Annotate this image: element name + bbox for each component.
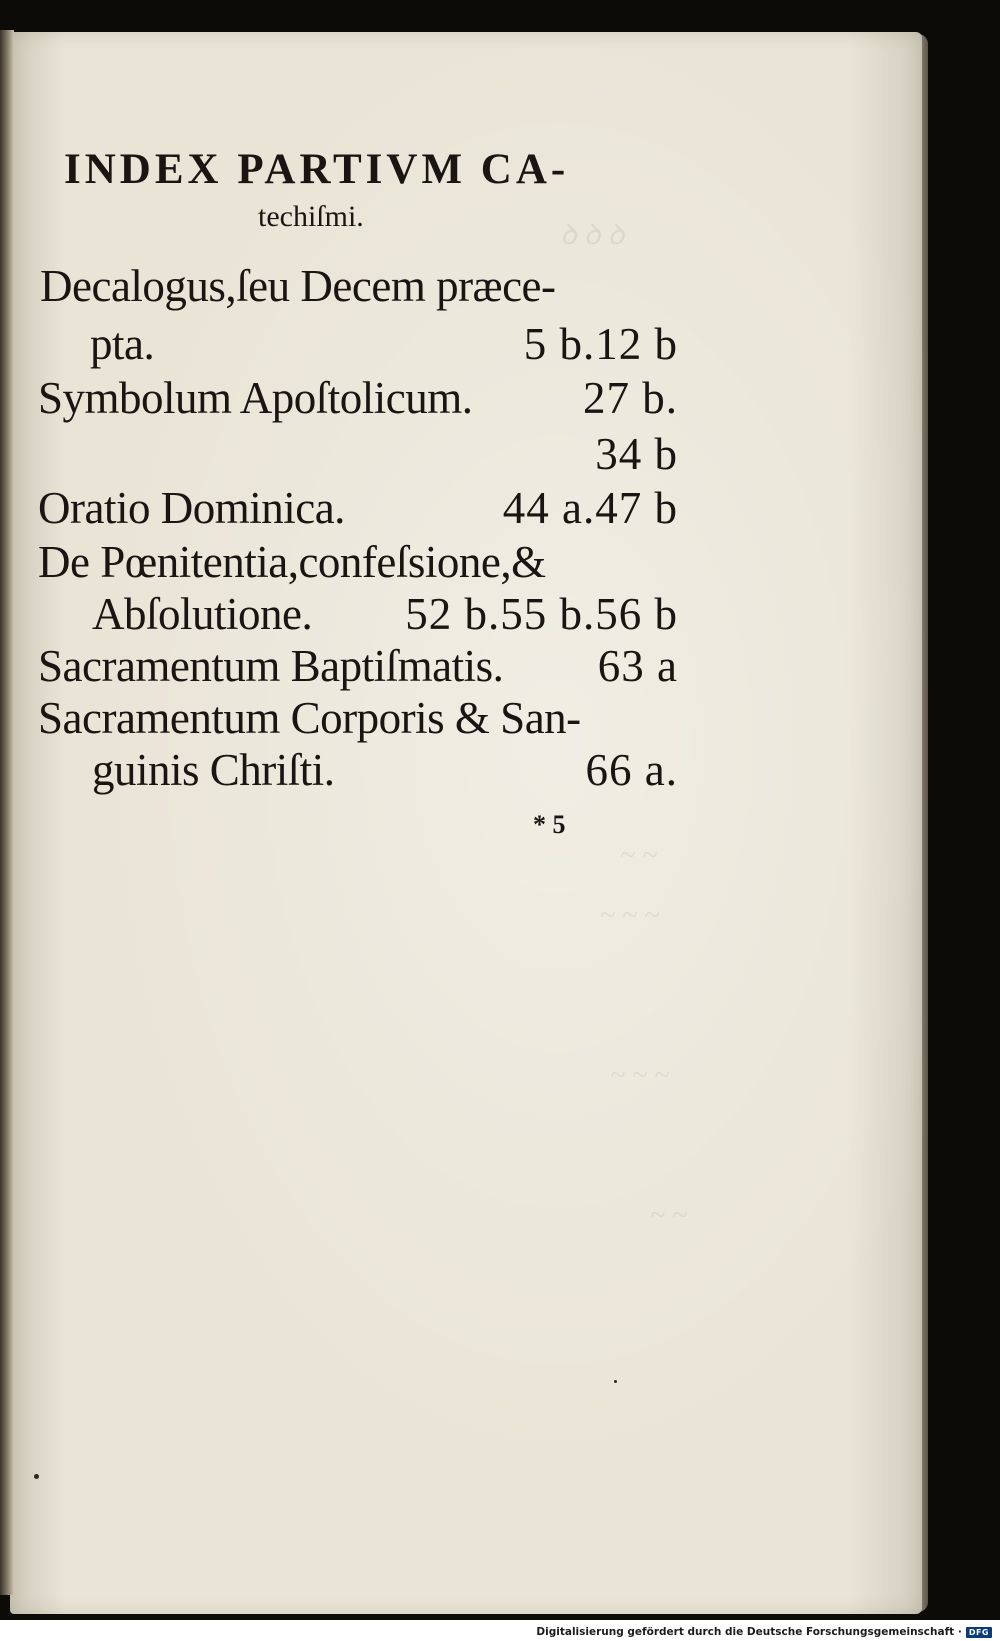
ink-speck xyxy=(34,1474,39,1479)
ink-speck xyxy=(614,1380,617,1383)
entry-page-ref: 34 b xyxy=(595,429,678,479)
entry-text: Sacramentum Baptiſmatis. xyxy=(38,641,504,691)
entry-page-ref: 63 a xyxy=(597,641,678,691)
show-through-text: ~ ~ ~ xyxy=(600,900,660,931)
entry-text: De Pœnitentia,confeſsione,& xyxy=(38,537,546,587)
entry-page-ref: 5 b.12 b xyxy=(523,319,678,369)
dfg-logo: DFG xyxy=(966,1627,992,1638)
entry-page-ref: 27 b. xyxy=(583,373,678,423)
entry-text: Abſolutione. xyxy=(92,589,313,639)
entry-page-ref: 44 a.47 b xyxy=(502,483,678,533)
entry-page-ref: 52 b.55 b.56 b xyxy=(405,589,678,639)
entry-text: Sacramentum Corporis & San- xyxy=(38,693,581,743)
show-through-text: ~ ~ ~ xyxy=(610,1060,670,1091)
show-through-text: ꝺ ꝺ ꝺ xyxy=(560,220,625,251)
index-heading-continuation: techiſmi. xyxy=(258,200,364,233)
entry-text: pta. xyxy=(90,319,155,369)
digitization-credit-text: Digitalisierung gefördert durch die Deutsche Forschungsgemeinschaft · xyxy=(536,1626,962,1638)
show-through-text: ~ ~ xyxy=(650,1200,688,1231)
signature-mark: * 5 xyxy=(533,810,566,839)
entry-text: guinis Chriſti. xyxy=(92,745,335,795)
entry-page-ref: 66 a. xyxy=(585,745,678,795)
entry-text: Decalogus,ſeu Decem præce- xyxy=(40,261,556,311)
entry-text: Symbolum Apoſtolicum. xyxy=(38,373,473,423)
digitization-credit xyxy=(536,1626,992,1638)
show-through-text: ~ ~ xyxy=(620,840,658,871)
index-heading: INDEX PARTIVM CA- xyxy=(64,146,570,193)
entry-text: Oratio Dominica. xyxy=(38,483,345,533)
page-gutter-edge xyxy=(0,30,14,1595)
